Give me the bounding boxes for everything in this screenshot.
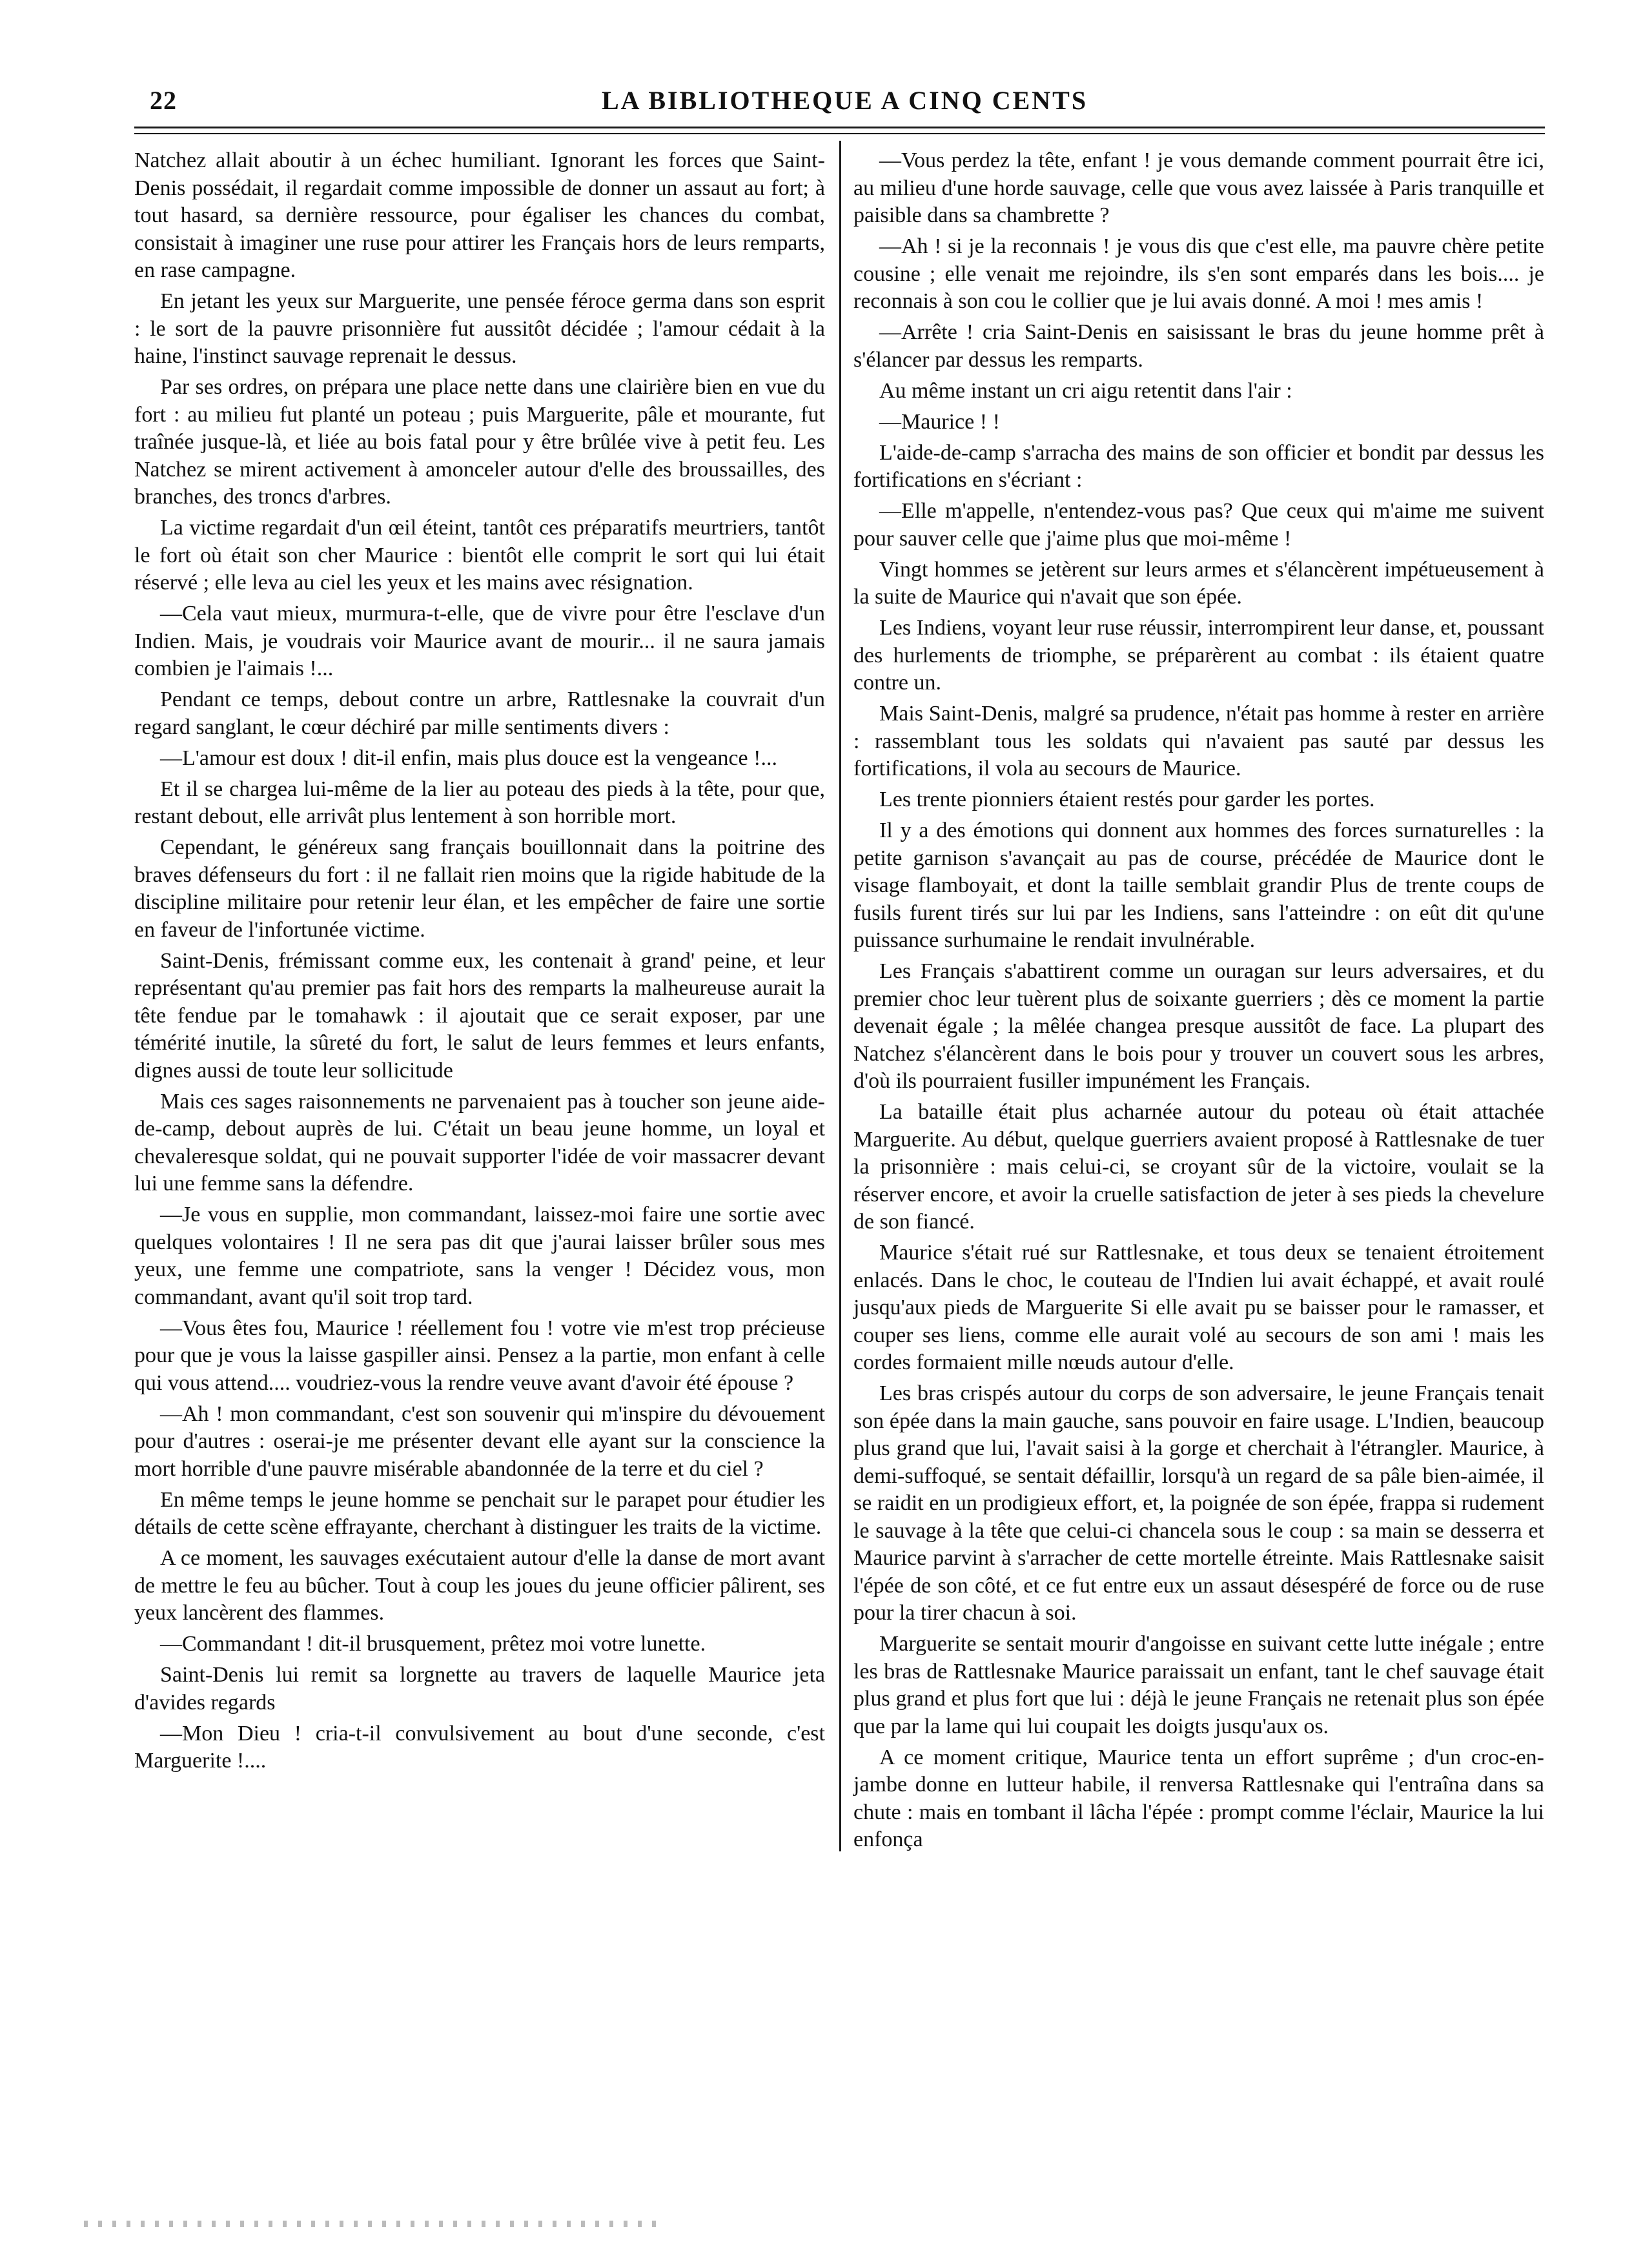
paragraph: Saint-Denis, frémissant comme eux, les contenait à grand' peine, et leur représentant qu'au premier pas fait hors des remparts la malheureuse aurait la tête fendue par le tomahawk : il ajoutait que ce serait exposer, par une témérité inutile, la sûreté du fort, le salut de leurs femmes et leurs enfants, dignes aussi de toute leur sollicitude [134,948,825,1083]
paragraph: Les Français s'abattirent comme un ouragan sur leurs adversaires, et du premier choc leur tuèrent plus de soixante guerriers ; dès ce moment la partie devenait égale ; la mêlée changea presque aussitôt de face. La plupart des Natchez s'élancèrent dans le bois pour y trouver un couvert sous les arbres, d'où ils pourraient fusiller impunément les Français. [853,959,1544,1093]
paragraph: Il y a des émotions qui donnent aux hommes des forces surnaturelles : la petite garnison s'avançait au pas de course, précédée de Maurice dont le visage flamboyait, et dont la taille semblait grandir Plus de trente coups de fusils furent tirés sur lui par les Indiens, sans l'atteindre : on eût dit qu'une puissance surhumaine le rendait invulnérable. [853,819,1544,952]
left-column [134,147,825,1778]
paragraph: —Je vous en supplie, mon commandant, laissez-moi faire une sortie avec quelques volontaires ! Il ne sera pas dit que j'aurai laisser brûler sous mes yeux, une femme une compatriote, sans la venger ! Décidez vous, mon commandant, avant qu'il soit trop tard. [134,1203,825,1309]
paragraph: Les bras crispés autour du corps de son adversaire, le jeune Français tenait son épée dans la main gauche, sans pouvoir en faire usage. L'Indien, beaucoup plus grand que lui, l'avait saisi à la gorge et cherchait à l'étrangler. Maurice, à demi-suffoqué, se sentait défaillir, lorsqu'à un regard de sa pâle bien-aimée, il se raidit en un prodigieux effort, et, la poignée de son épée, frappa si rudement le sauvage à la tête que celui-ci chancela sous le coup : sa main se desserra et Maurice parvint à s'arracher de cette mortelle étreinte. Mais Rattlesnake saisit l'épée de son côté, et ce fut entre eux un assaut désespéré de force ou de ruse pour la tirer chacun à soi. [853,1381,1544,1625]
paragraph: Au même instant un cri aigu retentit dans l'air : [879,378,1292,403]
page-number: 22 [150,86,177,115]
paragraph: Mais ces sages raisonnements ne parvenaient pas à toucher son jeune aide-de-camp, debout auprès de lui. C'était un beau jeune homme, un loyal et chevaleresque soldat, qui ne pouvait supporter l'idée de voir massacrer devant lui une femme sans la défendre. [134,1089,825,1196]
paragraph: Pendant ce temps, debout contre un arbre, Rattlesnake la couvrait d'un regard sanglant, le cœur déchiré par mille sentiments divers : [134,687,825,739]
right-column [853,147,1544,1857]
paragraph: —Commandant ! dit-il brusquement, prêtez moi votre lunette. [160,1632,706,1656]
column-divider [839,141,841,1851]
paragraph: Les Indiens, voyant leur ruse réussir, interrompirent leur danse, et, poussant des hurlements de triomphe, se préparèrent au combat : ils étaient quatre contre un. [853,616,1544,695]
paragraph: —Maurice ! ! [879,409,1000,434]
paragraph: —Vous êtes fou, Maurice ! réellement fou ! votre vie m'est trop précieuse pour que je vous la laisse gaspiller ainsi. Pensez a la partie, mon enfant à celle qui vous attend.... voudriez-vous la rendre veuve avant d'avoir été épouse ? [134,1316,825,1395]
paragraph: —Ah ! si je la reconnais ! je vous dis que c'est elle, ma pauvre chère petite cousine ; elle venait me rejoindre, ils s'en sont emparés dans les bois.... je reconnais à son cou le collier que je lui avais donné. A moi ! mes amis ! [853,234,1544,313]
paragraph: Marguerite se sentait mourir d'angoisse en suivant cette lutte inégale ; entre les bras de Rattlesnake Maurice paraissait un enfant, tant le chef sauvage était plus grand et plus fort que lui : déjà le jeune Français ne retenait plus son épée que par la lame qui lui coupait les doigts jusqu'aux os. [853,1632,1544,1738]
paragraph: —L'amour est doux ! dit-il enfin, mais plus douce est la vengeance !... [160,746,777,770]
paragraph: —Vous perdez la tête, enfant ! je vous demande comment pourrait être ici, au milieu d'une horde sauvage, celle que vous avez laissée à Paris tranquille et paisible dans sa chambrette ? [853,148,1544,227]
header-rule-thin [134,133,1545,134]
paragraph: Natchez allait aboutir à un échec humiliant. Ignorant les forces que Saint-Denis possédait, il regardait comme impossible de donner un assaut au fort; à tout hasard, sa dernière ressource, pour égaliser les chances du combat, consistait à imaginer une ruse pour attirer les Français hors de leurs remparts, en rase campagne. [134,148,825,282]
paragraph: —Mon Dieu ! cria-t-il convulsivement au bout d'une seconde, c'est Marguerite !.... [134,1721,825,1773]
paragraph: Vingt hommes se jetèrent sur leurs armes et s'élancèrent impétueusement à la suite de Maurice qui n'avait que son épée. [853,557,1544,609]
paragraph: Maurice s'était rué sur Rattlesnake, et tous deux se tenaient étroitement enlacés. Dans le choc, le couteau de l'Indien lui avait échappé, et avait roulé jusqu'aux pieds de Marguerite Si elle avait pu se baisser pour le ramasser, et couper ses liens, comme elle aurait volé au secours de son ami ! mais les cordes formaient mille nœuds autour d'elle. [853,1241,1544,1374]
scan-noise [84,2221,665,2227]
paragraph: La bataille était plus acharnée autour du poteau où était attachée Marguerite. Au début, quelque guerriers avaient proposé à Rattlesnake de tuer la prisonnière : mais celui-ci, se croyant sûr de la victoire, voulait se la réserver encore, et avoir la cruelle satisfaction de jeter à ses pieds la chevelure de son fiancé. [853,1100,1544,1234]
paragraph: —Arrête ! cria Saint-Denis en saisissant le bras du jeune homme prêt à s'élancer par dessus les remparts. [853,320,1544,372]
paragraph: Mais Saint-Denis, malgré sa prudence, n'était pas homme à rester en arrière : rassemblant tous les soldats qui n'avaient pas sauté par dessus les fortifications, il vola au secours de Maurice. [853,702,1544,780]
paragraph: L'aide-de-camp s'arracha des mains de son officier et bondit par dessus les fortifications en s'écriant : [853,440,1544,492]
paragraph: En même temps le jeune homme se penchait sur le parapet pour étudier les détails de cette scène effrayante, cherchant à distinguer les traits de la victime. [134,1487,825,1539]
paragraph: Et il se chargea lui-même de la lier au poteau des pieds à la tête, pour que, restant debout, elle arrivât plus lentement à son horrible mort. [134,777,825,828]
page-header [150,85,1544,121]
paragraph: Saint-Denis lui remit sa lorgnette au travers de laquelle Maurice jeta d'avides regards [134,1663,825,1715]
paragraph: La victime regardait d'un œil éteint, tantôt ces préparatifs meurtriers, tantôt le fort où était son cher Maurice : bientôt elle comprit le sort qui lui était réservé ; elle leva au ciel les yeux et les mains avec résignation. [134,516,825,595]
paragraph: Par ses ordres, on prépara une place nette dans une clairière bien en vue du fort : au milieu fut planté un poteau ; puis Marguerite, pâle et mourante, fut traînée jusque-là, et liée au bois fatal pour y être brûlée vive à petit feu. Les Natchez se mirent activement à amonceler autour d'elle des broussailles, des branches, des troncs d'arbres. [134,375,825,509]
paragraph: Cependant, le généreux sang français bouillonnait dans la poitrine des braves défenseurs du fort : il ne fallait rien moins que la rigide habitude de la discipline militaire pour retenir leur élan, et les empêcher de faire une sortie en faveur de l'infortunée victime. [134,835,825,942]
paragraph: En jetant les yeux sur Marguerite, une pensée féroce germa dans son esprit : le sort de la pauvre prisonnière fut aussitôt décidée ; l'amour cédait à la haine, l'instinct sauvage reprenait le dessus. [134,289,825,368]
paragraph: Les trente pionniers étaient restés pour garder les portes. [879,788,1375,811]
header-rule [134,127,1545,128]
paragraph: —Cela vaut mieux, murmura-t-elle, que de vivre pour être l'esclave d'un Indien. Mais, je voudrais voir Maurice avant de mourir... il ne saura jamais combien je l'aimais !... [134,602,825,680]
paragraph: A ce moment, les sauvages exécutaient autour d'elle la danse de mort avant de mettre le feu au bûcher. Tout à coup les joues du jeune officier pâlirent, ses yeux lancèrent des flammes. [134,1546,825,1625]
paragraph: —Ah ! mon commandant, c'est son souvenir qui m'inspire du dévouement pour d'autres : oserai-je me présenter devant elle ayant sur la conscience la mort horrible d'une pauvre misérable abandonnée de la terre et du ciel ? [134,1401,825,1481]
paragraph: A ce moment critique, Maurice tenta un effort suprême ; d'un croc-en-jambe donne en lutteur habile, il renversa Rattlesnake qui l'entraîna dans sa chute : mais en tombant il lâcha l'épée : prompt comme l'éclair, Maurice la lui enfonça [853,1745,1544,1851]
paragraph: —Elle m'appelle, n'entendez-vous pas? Que ceux qui m'aime me suivent pour sauver celle que j'aime plus que moi-même ! [853,499,1544,551]
running-title: LA BIBLIOTHEQUE A CINQ CENTS [602,86,1088,115]
